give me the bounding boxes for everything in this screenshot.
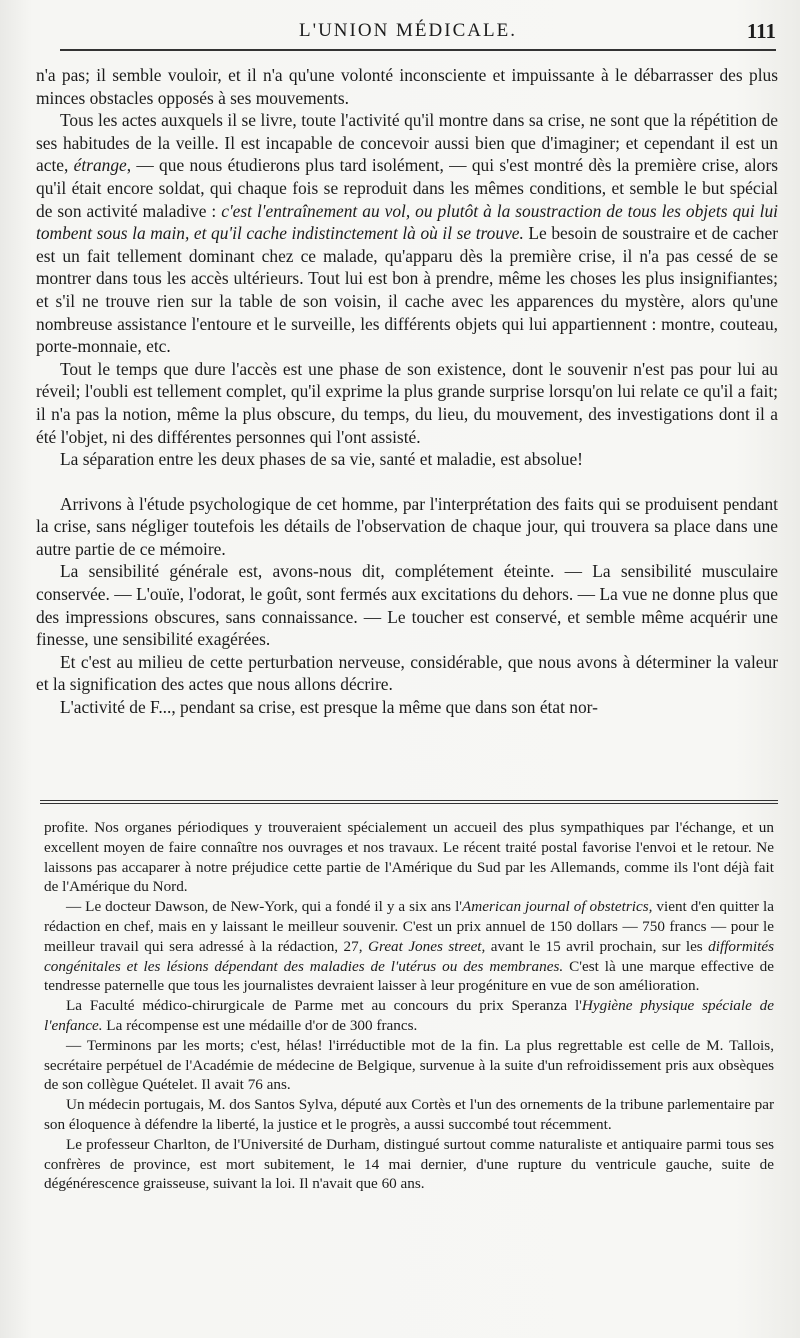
note-paragraph: La Faculté médico-chirurgicale de Parme met au concours du prix Speranza l'Hygiène physique spéciale de l'enfance. La récompense est une médaille d'or de 300 francs. bbox=[44, 997, 774, 1034]
running-title: L'UNION MÉDICALE. bbox=[299, 20, 517, 41]
note-paragraph: — Terminons par les morts; c'est, hélas! l'irréductible mot de la fin. La plus regrettable est celle de M. Tallois, secrétaire perpétuel de l'Académie de médecine de Belgique, survenue à la suite d'un refroidissement pris aux obsèques de son collègue Quételet. Il avait 76 ans. bbox=[44, 1036, 774, 1094]
paragraph: Tous les actes auxquels il se livre, toute l'activité qu'il montre dans sa crise, ne sont que la répétition de ses habitudes de la veille. Il est incapable de concevoir aussi bien que d'imaginer; et cependant il est un acte, étrange, — que nous étudierons plus tard isolément, — qui s'est montré dès la première crise, alors qu'il était encore soldat, qui chaque fois se reproduit dans les mêmes conditions, et semble le but spécial de son activité maladive : c'est l'entraînement au vol, ou plutôt à la soustraction de tous les objets qui lui tombent sous la main, et qu'il cache indistinctement là où il se trouve. Le besoin de soustraire et de cacher est un fait tellement dominant chez ce malade, qu'apparu dès la première crise, il n'a pas cessé de se montrer dans tous les accès ultérieurs. Tout lui est bon à prendre, même les choses les plus insignifiantes; et s'il ne trouve rien sur la table de son voisin, il cache avec les apparences du mystère, alors qu'une nombreuse assistance l'entoure et le surveille, les différents objets qui lui appartiennent : montre, couteau, porte-monnaie, etc. bbox=[36, 110, 779, 357]
header-rule bbox=[60, 49, 776, 51]
paragraph: Arrivons à l'étude psychologique de cet homme, par l'interprétation des faits qui se produisent pendant la crise, sans négliger toutefois les détails de l'observation de chaque jour, qui trouvera sa place dans une autre partie de ce mémoire. bbox=[36, 493, 778, 559]
note-paragraph: profite. Nos organes périodiques y trouveraient spécialement un accueil des plus sympathiques par l'échange, et un excellent moyen de faire connaître nos ouvrages et nos travaux. Le récent traité postal favorise l'envoi et le retour. Ne laissons pas accaparer à notre préjudice cette partie de l'Amérique du Sud par les Allemands, comme ils l'ont déjà fait de l'Amérique du Nord. bbox=[44, 819, 774, 896]
paragraph: La sensibilité générale est, avons-nous dit, complétement éteinte. — La sensibilité musculaire conservée. — L'ouïe, l'odorat, le goût, sont fermés aux excitations du dehors. — La vue ne donne plus que des impressions obscures, sans connaissance. — Le toucher est conservé, et semble même acquérir une finesse, une sensibilité exagérées. bbox=[36, 561, 778, 650]
paragraph: Tout le temps que dure l'accès est une phase de son existence, dont le souvenir n'est pas pour lui au réveil; l'oubli est tellement complet, qu'il exprime la plus grande surprise lorsqu'on lui relate ce qu'il a fait; il n'a pas la notion, même la plus obscure, du temps, du lieu, du mouvement, des investigations dont il a été l'objet, ni des différentes personnes qui l'ont assisté. bbox=[36, 358, 778, 447]
paragraph: La séparation entre les deux phases de sa vie, santé et maladie, est absolue! bbox=[60, 449, 583, 470]
paragraph: Et c'est au milieu de cette perturbation nerveuse, considérable, que nous avons à déterminer la valeur et la signification des actes que nous allons décrire. bbox=[36, 651, 778, 695]
paragraph: n'a pas; il semble vouloir, et il n'a qu'une volonté inconsciente et impuissante à le débarrasser des plus minces obstacles opposés à ses mouvements. bbox=[36, 65, 778, 108]
notes-column bbox=[44, 818, 774, 1194]
note-paragraph: Un médecin portugais, M. dos Santos Sylva, député aux Cortès et l'un des ornements de la tribune parlementaire par son éloquence à défendre la liberté, la justice et le progrès, a aussi succombé tout récemment. bbox=[44, 1096, 774, 1133]
main-text bbox=[36, 64, 778, 719]
page-header bbox=[36, 18, 780, 48]
note-paragraph: — Le docteur Dawson, de New-York, qui a fondé il y a six ans l'American journal of obstetrics, vient d'en quitter la rédaction en chef, mais en y laissant le meilleur souvenir. C'est un prix annuel de 150 dollars — 750 francs — pour le meilleur travail qui sera adressé à la rédaction, 27, Great Jones street, avant le 15 avril prochain, sur les difformités congénitales et les lésions dépendant des maladies de l'utérus ou des membranes. C'est là une marque effective de tendresse paternelle que tous les journalistes devraient laisser à leur progéniture en vue de son amélioration. bbox=[44, 898, 774, 995]
separator-rule bbox=[40, 803, 778, 804]
page-number: 111 bbox=[746, 19, 776, 43]
separator-rule bbox=[40, 800, 778, 801]
paragraph: L'activité de F..., pendant sa crise, est presque la même que dans son état nor- bbox=[60, 697, 598, 718]
note-paragraph: Le professeur Charlton, de l'Université de Durham, distingué surtout comme naturaliste et antiquaire parmi tous ses confrères de province, est mort subitement, le 14 mai dernier, d'une rupture du ventricule gauche, suite de dégénérescence graisseuse, suivant la loi. Il n'avait que 60 ans. bbox=[44, 1135, 774, 1193]
